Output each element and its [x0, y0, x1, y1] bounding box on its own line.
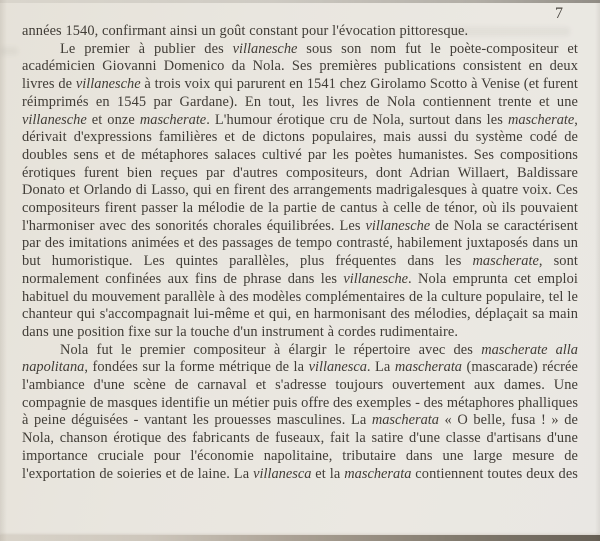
italic-genre-term: villanesche: [75, 76, 141, 93]
italic-genre-term: mascherata: [344, 465, 412, 482]
italic-genre-term: villanesca: [253, 465, 312, 482]
body-text: et onze: [86, 111, 140, 128]
paragraph-nola-publications: [22, 41, 578, 342]
body-text: , dérivait d'expressions familières et de dictons populaires, mais aussi du système codé de doubles sens et de métaphores salaces cultivé par les poètes humanistes. Ses compositions érotiques furent bien reçues par d'autres compositeurs, dont Adrian Willaert, Baldissare Donato et Orlando di Lasso, qui en firent des arrangements madrigalesques à quatre voix. Ces compositeurs firent passer la mélodie de la partie de cantus à celle de ténor, où ils pouvaient l'harmoniser avec des sonorités chorales équilibrées. Les: [22, 111, 578, 234]
page-right-edge-shadow: [595, 0, 600, 541]
italic-genre-term: villanesche: [365, 217, 431, 234]
body-text: . Nola emprunta cet emploi habituel du mouvement parallèle à des modèles complémentaires de la culture populaire, tel le chanteur qui s'accompagnait lui-même et qui, en harmonisant des mélodies, déplaçait sa main dans une position fixe sur la touche d'un instrument à cordes rudimentaire.: [22, 270, 578, 340]
paragraph-continuation: [22, 23, 578, 41]
show-through-smudge: [0, 47, 18, 55]
body-text: de Nola se caractérisent par des imitations animées et des passages de tempo contrasté, habilement juxtaposés dans un but humoristique. Les quintes parallèles, plus fréquentes dans les: [22, 217, 578, 270]
italic-genre-term: villanesche: [343, 270, 409, 287]
text-block: [22, 23, 578, 483]
italic-genre-term: mascherate: [472, 253, 539, 270]
body-text: , sont normalement confinées aux fins de phrase dans les: [22, 253, 578, 287]
body-text: sous son nom fut le poète-compositeur et académicien Giovanni Domenico da Nola. Ses premières publications consistent en deux livres de: [22, 40, 578, 93]
body-text: Nola fut le premier compositeur à élargir le répertoire avec des: [60, 341, 482, 358]
page-number: 7: [555, 5, 563, 22]
italic-genre-term: mascherate: [507, 111, 575, 128]
italic-genre-term: mascherata: [371, 412, 439, 429]
body-text: « O belle, fusa ! » de Nola, chanson érotique des fabricants de fuseaux, fait la satire d'une classe d'artisans d'une importance cruciale pour l'économie napolitaine, tributaire dans une large mesure de l'exportation de soieries et de laine. La: [22, 412, 578, 482]
body-text: à trois voix qui parurent en 1541 chez Girolamo Scotto à Venise (et furent réimprimés en 1545 par Gardane). En tout, les livres de Nola contiennent trente et une: [22, 76, 579, 110]
italic-genre-term: villanesca: [308, 359, 367, 376]
paragraph-mascherata-napolitana: [22, 342, 578, 484]
body-text: (mascarade) récrée l'ambiance d'une scène de carnaval et s'adresse toujours ouvertement aux dames. Une compagnie de masques identifie un métier puis offre des exemples - des métaphores phalliques à peine déguisées - vantant les prouesses masculines. La: [22, 359, 579, 429]
body-text: Le premier à publier des: [60, 40, 233, 57]
body-text: contiennent toutes deux des: [411, 465, 579, 482]
italic-genre-term: mascherate: [139, 111, 207, 128]
page-left-edge-shadow: [0, 0, 7, 541]
page-top-edge-shadow: [0, 0, 600, 3]
body-text: . La: [366, 359, 395, 376]
body-text: années 1540, confirmant ainsi un goût constant pour l'évocation pittoresque.: [22, 23, 469, 39]
italic-genre-term: villanesche: [232, 40, 298, 57]
body-text: , fondées sur la forme métrique de la: [84, 359, 309, 376]
page-bottom-edge-shadow: [0, 535, 600, 541]
italic-genre-term: mascherate alla napolitana: [22, 341, 578, 376]
body-text: et la: [311, 465, 345, 482]
body-text: . L'humour érotique cru de Nola, surtout dans les: [206, 111, 508, 128]
italic-genre-term: villanesche: [22, 111, 87, 128]
italic-genre-term: mascherata: [394, 359, 463, 376]
